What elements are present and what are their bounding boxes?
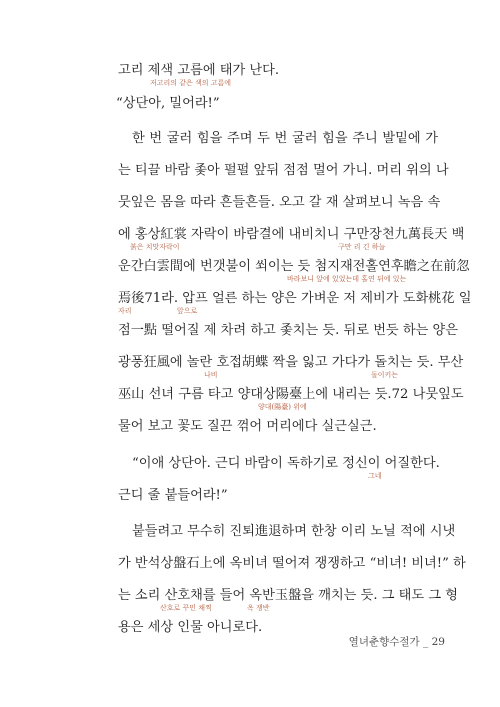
gloss-annotation: 바라보니 앞에 있었는데 홀연 뒤에 있는 xyxy=(287,275,407,283)
text-line: 물어 보고 꽃도 질끈 꺾어 머리에다 실근실근. xyxy=(118,419,377,434)
text-line: 는 소리 산호채를 들어 옥반玉盤을 깨치는 듯. 그 태도 그 형 xyxy=(118,588,459,603)
text-line: “이애 상단아. 근디 바람이 독하기로 정신이 어질한다. xyxy=(132,456,440,471)
text-line: 붙들려고 무수히 진퇴進退하며 한창 이리 노닐 적에 시냇 xyxy=(132,524,456,539)
footer-separator: _ xyxy=(423,636,432,648)
text-line: 점一點 떨어질 제 차려 하고 좇치는 듯. 뒤로 번듯 하는 양은 xyxy=(118,323,459,338)
text-line: 광풍狂風에 놀란 호접胡蝶 짝을 잃고 가다가 돌치는 듯. 무산 xyxy=(118,355,464,370)
gloss-annotation: 양대(陽臺) 위에 xyxy=(258,403,307,411)
text-line: “상단아, 밀어라!” xyxy=(116,96,220,111)
text-line: 고리 제색 고름에 태가 난다. xyxy=(118,63,280,78)
gloss-annotation: 나비 xyxy=(204,371,218,379)
text-line: 운간白雲間에 번갯불이 쐬이는 듯 첨지재전홀연후瞻之在前忽 xyxy=(118,259,470,274)
gloss-annotation: 앞으로 xyxy=(177,307,198,315)
text-line: 에 홍상紅裳 자락이 바람결에 내비치니 구만장천九萬長天 백 xyxy=(118,227,465,242)
text-line: 焉後71라. 압프 얼른 하는 양은 가벼운 저 제비가 도화桃花 일 xyxy=(118,291,472,306)
text-line: 는 티끌 바람 좇아 펄펄 앞뒤 점점 멀어 가니. 머리 위의 나 xyxy=(118,163,449,178)
text-line: 한 번 굴러 힘을 주며 두 번 굴러 힘을 주니 발밑에 가 xyxy=(132,131,438,146)
page-footer xyxy=(345,636,445,648)
page-number: 29 xyxy=(431,636,445,648)
gloss-annotation: 자리 xyxy=(118,307,132,315)
text-line: 巫山 선녀 구름 타고 양대상陽臺上에 내리는 듯.72 나뭇잎도 xyxy=(118,387,464,402)
gloss-annotation: 저고리의 같은 색의 고름에 xyxy=(150,79,232,87)
gloss-annotation: 구만 리 긴 하늘 xyxy=(338,243,386,251)
text-line: 가 반석상盤石上에 옥비녀 떨어져 쟁쟁하고 “비녀! 비녀!” 하 xyxy=(118,556,466,571)
gloss-annotation: 붉은 치맛자락이 xyxy=(130,243,180,251)
text-line: 근디 줄 붙들어라!” xyxy=(118,488,228,503)
gloss-annotation: 산호로 꾸민 채찍 xyxy=(160,604,212,612)
text-line: 뭇잎은 몸을 따라 흔들흔들. 오고 갈 재 살펴보니 녹음 속 xyxy=(118,195,441,210)
book-title: 열녀춘향수절가 xyxy=(348,636,420,648)
text-line: 용은 세상 인물 아니로다. xyxy=(118,620,263,635)
gloss-annotation: 돌이키는 xyxy=(371,371,399,379)
gloss-annotation: 옥 쟁반 xyxy=(247,604,270,612)
gloss-annotation: 그네 xyxy=(368,472,382,480)
